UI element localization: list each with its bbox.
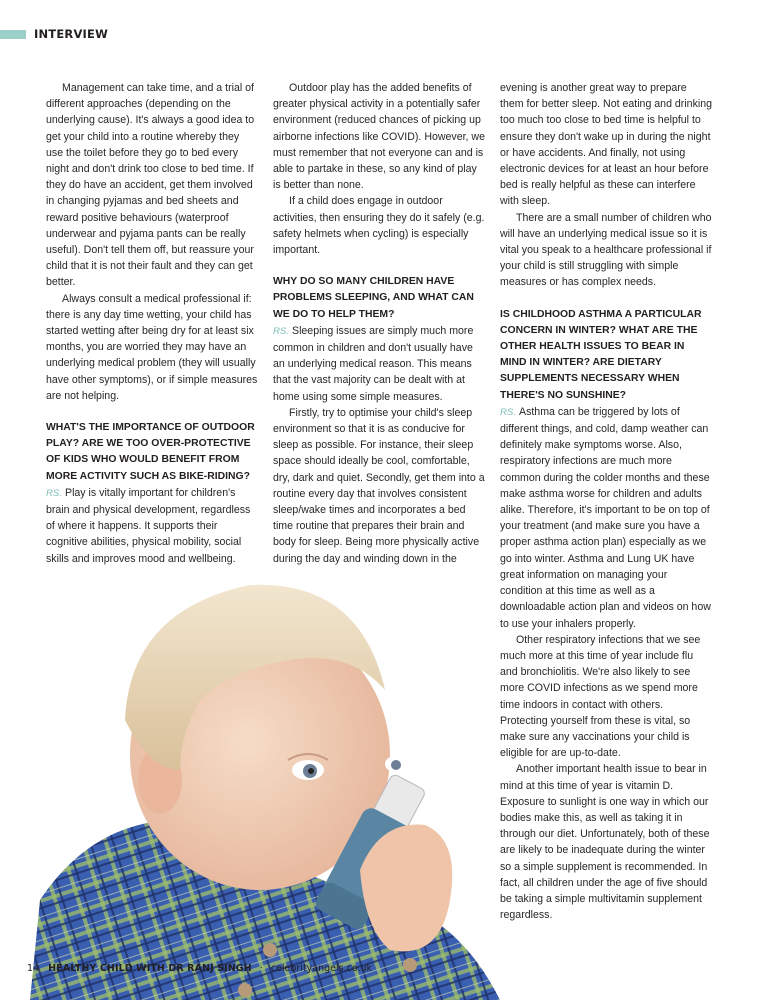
body-paragraph: evening is another great way to prepare them for better sleep. Not eating and drinking too much too close to bed time is helpful to ensure they don't wake up in during the night or have accidents. And finally, not using electronic devices for at least an hour before bed is really helpful as these can interfere with sleep.	[500, 82, 712, 208]
answer-text: Sleeping issues are simply much more common in children and don't usually have an underlying medical reason. This means that the vast majority can be dealt with at home using some simple measures.	[273, 324, 474, 403]
question-heading: IS CHILDHOOD ASTHMA A PARTICULAR CONCERN IN WINTER? WHAT ARE THE OTHER HEALTH ISSUES TO BEAR IN MIND IN WINTER? ARE DIETARY SUPPLEMENTS NECESSARY WHEN THERE'S NO SUNSHINE?	[500, 308, 702, 401]
body-paragraph: Management can take time, and a trial of different approaches (depending on the underlying cause). It's always a good idea to get your child into a routine whereby they use the toilet before they go to bed every night and don't drink too close to bed time. If they do have an accident, get them involved in changing pyjamas and bed sheets and reward positive behaviours (waterproof underwear and pyjama pants can be really useful). Don't tell them off, but reassure your child that it is not their fault and they can get better.	[46, 82, 255, 289]
article-column-2	[273, 80, 485, 567]
boy-with-inhaler-image	[30, 570, 520, 1000]
author-initials-mark: RS.	[500, 406, 516, 418]
author-initials-mark: RS.	[46, 487, 62, 499]
answer-text: Asthma can be triggered by lots of different things, and cold, damp weather can definitely make symptoms worse. Also, respiratory infections are much more common during the colder months and these make asthma worse for children and adults alike. Therefore, it's important to be on top of your treatment (and make sure you have a proper asthma action plan) especially as we go into winter. Asthma and Lung UK have great information on managing your condition at this time as well as a downloadable action plan and videos on how to use your inhalers properly.	[500, 405, 711, 630]
body-paragraph: There are a small number of children who will have an underlying medical issue so it is vital you speak to a healthcare professional if your child is still struggling with simple measures or has complex needs.	[500, 211, 712, 289]
page-number: 14	[27, 963, 40, 974]
answer-paragraph	[500, 404, 712, 632]
footer-separator: ·	[259, 963, 263, 974]
page-footer	[27, 963, 372, 974]
body-paragraph: Firstly, try to optimise your child's sleep environment so that it is as conducive for sleep as possible. For instance, their sleep space should ideally be cool, comfortable, dry, dark and quiet. Secondly, get them into a routine every day that involves consistent sleep/wake times and incorporates a bed time routine that prepares their brain and body for sleep. Being more physically active during the day and winding down in the	[273, 406, 485, 565]
article-column-3	[500, 80, 712, 923]
body-paragraph: Always consult a medical professional if: there is any day time wetting, your child has started wetting after being dry for at least six months, you are worried they may have an underlying medical problem (they will usually have other symptoms), or if simple measures are not helping.	[46, 292, 258, 402]
body-paragraph: If a child does engage in outdoor activities, then ensuring they do it safely (e.g. safety helmets when cycling) is especially important.	[273, 195, 485, 257]
section-label: INTERVIEW	[34, 27, 108, 41]
answer-paragraph	[46, 485, 258, 567]
body-paragraph: Other respiratory infections that we see much more at this time of year include flu and bronchiolitis. We're also likely to see more COVID infections as we spend more time indoors in contact with others. Protecting yourself from these is vital, so make sure any vaccinations your child is eligible for are up-to-date.	[500, 633, 701, 760]
body-paragraph: Outdoor play has the added benefits of greater physical activity in a potentially safer environment (reduced chances of picking up airborne infections like COVID). However, we must remember that not everyone can and is able to partake in these, so any kind of play is better than none.	[273, 82, 485, 192]
question-heading: WHAT'S THE IMPORTANCE OF OUTDOOR PLAY? ARE WE TOO OVER-PROTECTIVE OF KIDS WHO WOULD BENEFIT FROM MORE ACTIVITY SUCH AS BIKE-RIDING?	[46, 422, 255, 482]
body-paragraph: Another important health issue to bear in mind at this time of year is vitamin D. Exposure to sunlight is one way in which our bodies make this, as well as taking it in through our diet. Unfortunately, both of these are likely to be inadequate during the winter so a simple supplement is recommended. In fact, all children under the age of five should be taking a simple multivitamin supplement regardless.	[500, 763, 710, 922]
publication-title: HEALTHY CHILD WITH DR RANJ SINGH	[48, 963, 252, 974]
question-heading: WHY DO SO MANY CHILDREN HAVE PROBLEMS SLEEPING, AND WHAT CAN WE DO TO HELP THEM?	[273, 276, 474, 320]
answer-text: Play is vitally important for children's brain and physical development, regardless of where it happens. It supports their cognitive abilities, physical mobility, social skills and improves mood and wellbeing.	[46, 486, 251, 565]
article-column-1	[46, 80, 258, 567]
website-link[interactable]: celebrityangels.co.uk	[270, 963, 373, 974]
section-accent-bar	[0, 30, 26, 39]
author-initials-mark: RS.	[273, 325, 289, 337]
article-photo	[30, 570, 520, 1000]
answer-paragraph	[273, 323, 485, 405]
